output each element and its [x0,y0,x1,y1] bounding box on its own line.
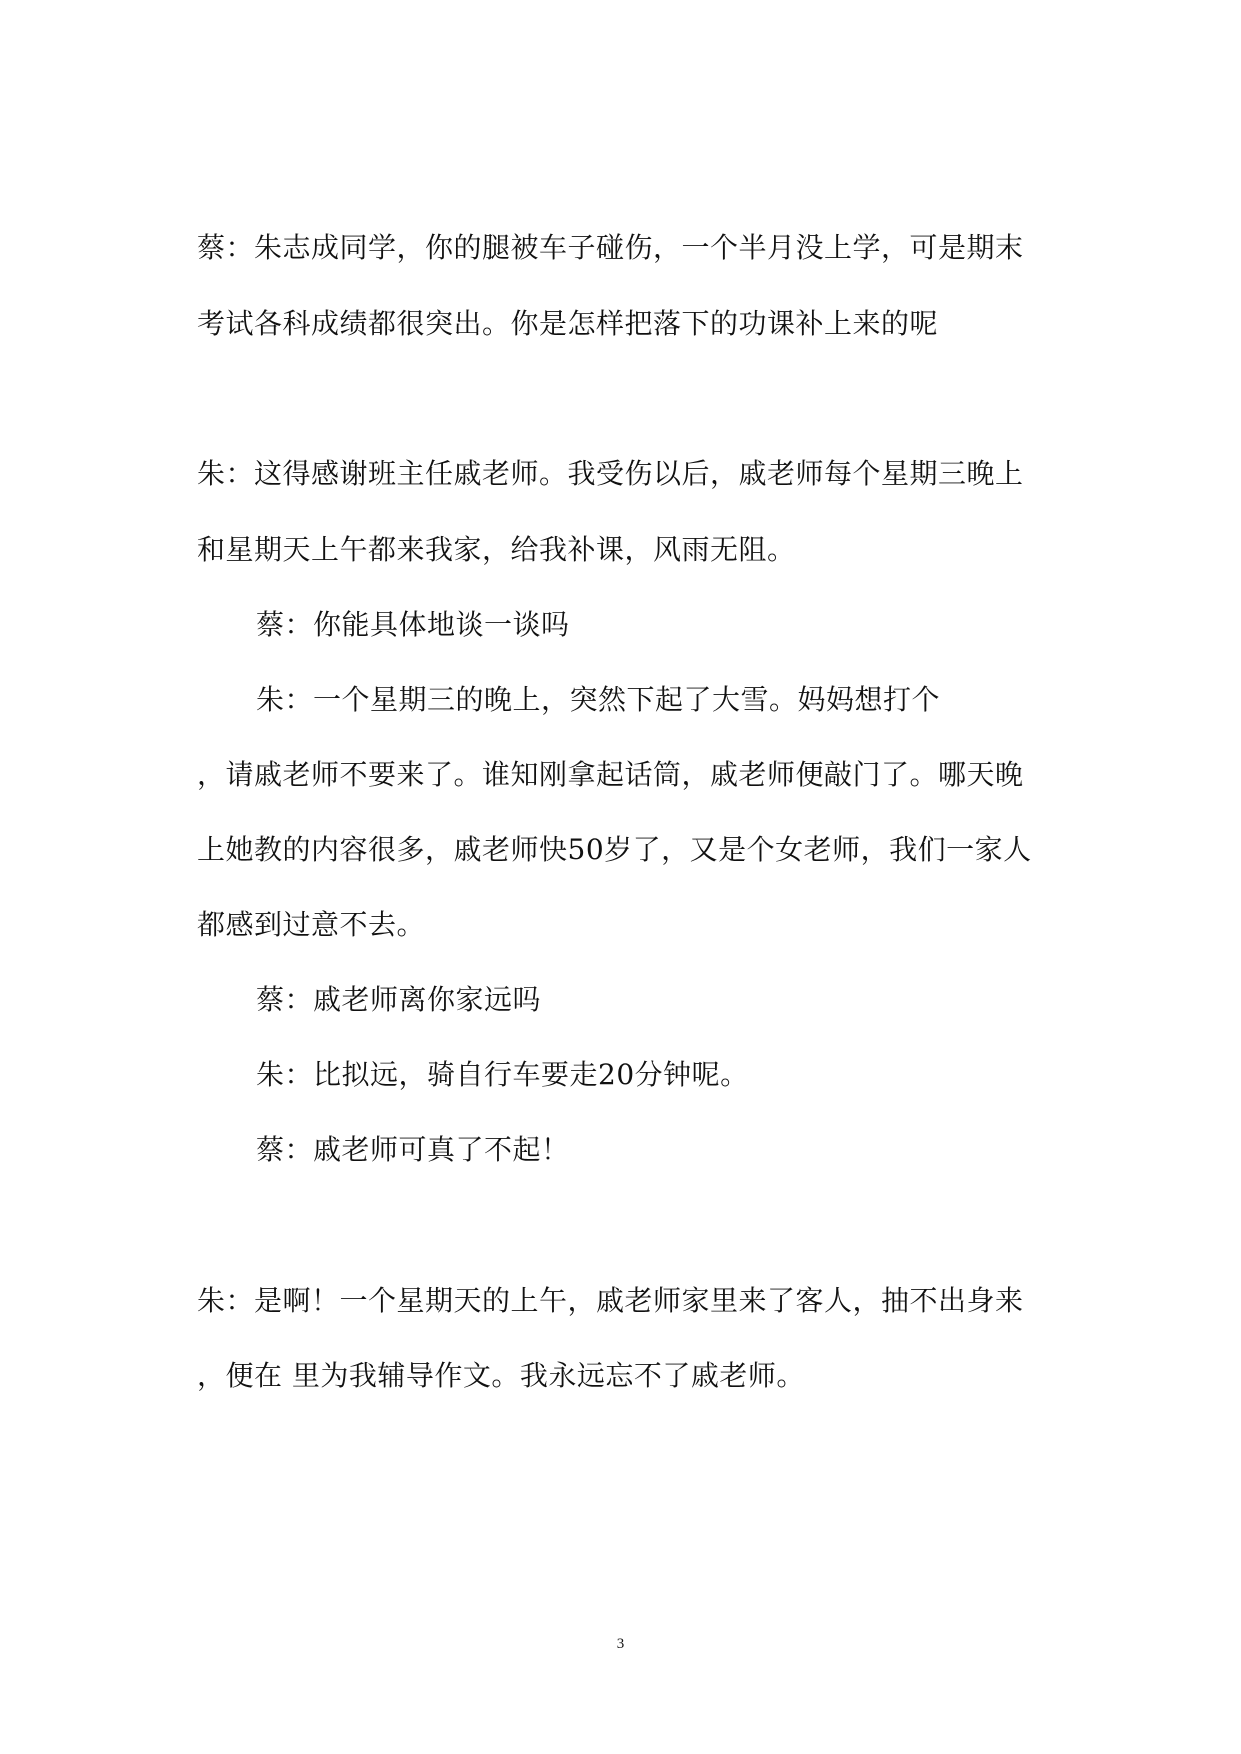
dialogue-line-14: ，便在 里为我辅导作文。我永远忘不了戚老师。 [197,1359,805,1392]
dialogue-line-5: 蔡：你能具体地谈一谈吗 [256,608,570,641]
dialogue-line-12: 蔡：戚老师可真了不起！ [256,1133,570,1166]
dialogue-line-10: 蔡：戚老师离你家远吗 [256,983,542,1016]
dialogue-line-3: 朱：这得感谢班主任戚老师。我受伤以后，戚老师每个星期三晚上 [197,457,1024,490]
dialogue-line-1: 蔡：朱志成同学，你的腿被车子碰伤，一个半月没上学，可是期末 [197,231,1024,264]
dialogue-line-2: 考试各科成绩都很突出。你是怎样把落下的功课补上来的呢 [197,307,939,340]
dialogue-line-7: ，请戚老师不要来了。谁知刚拿起话筒，戚老师便敲门了。哪天晚 [197,758,1024,791]
dialogue-line-4: 和星期天上午都来我家，给我补课，风雨无阻。 [197,533,796,566]
dialogue-line-8: 上她教的内容很多，戚老师快50岁了，又是个女老师，我们一家人 [197,833,1032,866]
page-number: 3 [616,1636,625,1652]
dialogue-line-6: 朱：一个星期三的晚上，突然下起了大雪。妈妈想打个 [256,683,941,716]
dialogue-line-13: 朱：是啊！一个星期天的上午，戚老师家里来了客人，抽不出身来 [197,1284,1024,1317]
dialogue-line-11: 朱：比拟远，骑自行车要走20分钟呢。 [256,1058,749,1091]
dialogue-line-9: 都感到过意不去。 [197,908,426,941]
